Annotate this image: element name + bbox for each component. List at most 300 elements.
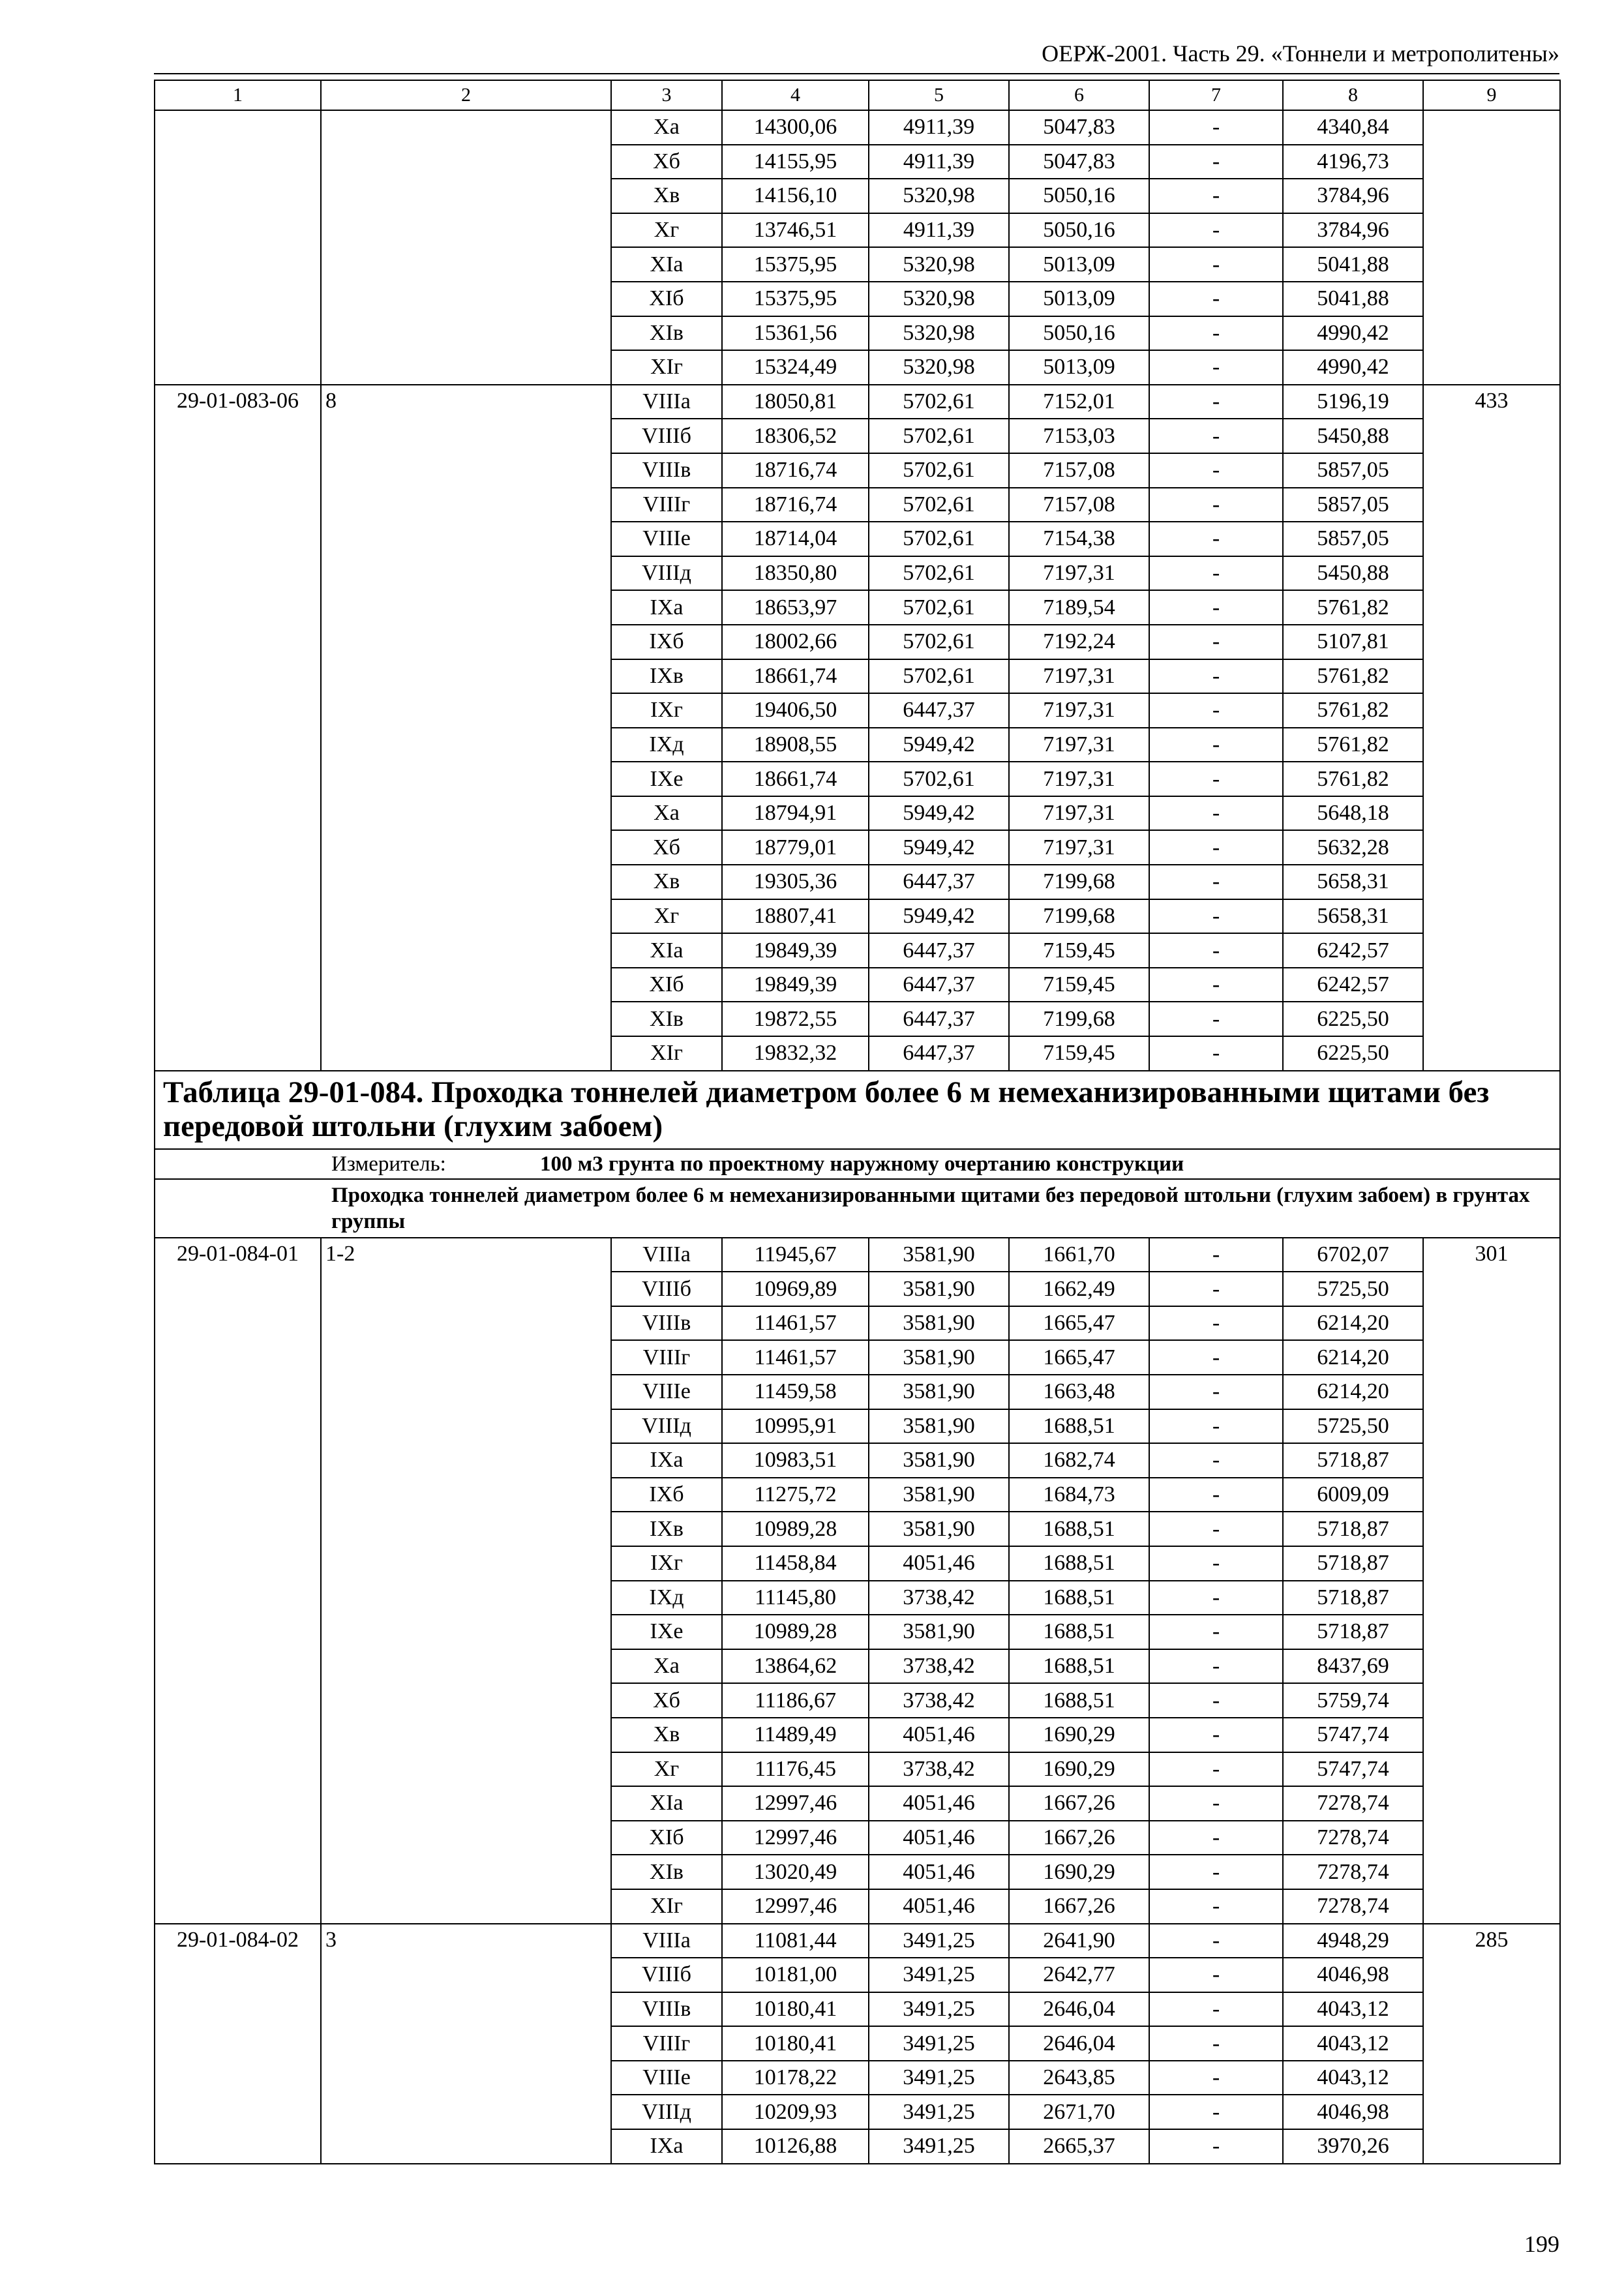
value-cell: 1690,29 [1009, 1718, 1149, 1752]
value-cell: 3491,25 [869, 2129, 1009, 2164]
value-cell: 5320,98 [869, 316, 1009, 351]
value-cell: 5857,05 [1283, 488, 1423, 522]
value-cell: VIIIд [611, 1409, 722, 1444]
value-cell: 15375,95 [722, 247, 869, 282]
value-cell: XIг [611, 1889, 722, 1924]
value-cell: 18306,52 [722, 419, 869, 453]
value-cell: 10126,88 [722, 2129, 869, 2164]
value-cell: 3581,90 [869, 1478, 1009, 1512]
rate-code [155, 110, 321, 385]
value-cell: 19849,39 [722, 968, 869, 1002]
value-cell: - [1149, 659, 1283, 694]
value-cell: - [1149, 247, 1283, 282]
value-cell: - [1149, 488, 1283, 522]
value-cell: VIIIд [611, 556, 722, 591]
value-cell: 7153,03 [1009, 419, 1149, 453]
value-cell: 5702,61 [869, 590, 1009, 625]
value-cell: - [1149, 865, 1283, 899]
value-cell: 7197,31 [1009, 728, 1149, 762]
value-cell: 1688,51 [1009, 1615, 1149, 1649]
value-cell: Xa [611, 110, 722, 145]
value-cell: 3581,90 [869, 1615, 1009, 1649]
value-cell: 6009,09 [1283, 1478, 1423, 1512]
table-row [155, 1924, 1560, 1958]
value-cell: 12997,46 [722, 1786, 869, 1821]
rates-table-body [155, 80, 1560, 2164]
running-header: ОЕРЖ-2001. Часть 29. «Тоннели и метрополитены» [1042, 40, 1559, 67]
value-cell: 5320,98 [869, 179, 1009, 213]
value-cell: 14155,95 [722, 145, 869, 179]
value-cell: - [1149, 350, 1283, 385]
value-cell: - [1149, 1272, 1283, 1306]
value-cell: 6447,37 [869, 693, 1009, 728]
value-cell: - [1149, 1375, 1283, 1409]
value-cell: VIIIв [611, 453, 722, 488]
measure-label: Измеритель: [331, 1152, 446, 1176]
value-cell: 10989,28 [722, 1512, 869, 1546]
value-cell: 18716,74 [722, 488, 869, 522]
column-9-value [1423, 110, 1560, 385]
value-cell: 4043,12 [1283, 2061, 1423, 2095]
value-cell: - [1149, 728, 1283, 762]
value-cell: 6225,50 [1283, 1036, 1423, 1071]
value-cell: IXг [611, 1546, 722, 1581]
value-cell: 5761,82 [1283, 590, 1423, 625]
value-cell: - [1149, 1924, 1283, 1958]
value-cell: - [1149, 625, 1283, 659]
value-cell: 3491,25 [869, 1992, 1009, 2027]
value-cell: 5702,61 [869, 453, 1009, 488]
value-cell: - [1149, 1649, 1283, 1684]
value-cell: IXд [611, 728, 722, 762]
value-cell: 1690,29 [1009, 1752, 1149, 1787]
value-cell: 5320,98 [869, 282, 1009, 316]
value-cell: - [1149, 1546, 1283, 1581]
value-cell: 5658,31 [1283, 899, 1423, 934]
value-cell: 7197,31 [1009, 693, 1149, 728]
value-cell: Xв [611, 865, 722, 899]
value-cell: 3784,96 [1283, 179, 1423, 213]
value-cell: - [1149, 899, 1283, 934]
value-cell: 4911,39 [869, 213, 1009, 248]
value-cell: - [1149, 1512, 1283, 1546]
value-cell: 10209,93 [722, 2095, 869, 2129]
value-cell: VIIIa [611, 1924, 722, 1958]
value-cell: 5047,83 [1009, 110, 1149, 145]
value-cell: 10989,28 [722, 1615, 869, 1649]
value-cell: 3581,90 [869, 1443, 1009, 1478]
value-cell: 5107,81 [1283, 625, 1423, 659]
value-cell: 5718,87 [1283, 1443, 1423, 1478]
value-cell: 7159,45 [1009, 933, 1149, 968]
value-cell: - [1149, 316, 1283, 351]
value-cell: 10969,89 [722, 1272, 869, 1306]
value-cell: - [1149, 1340, 1283, 1375]
value-cell: 5702,61 [869, 625, 1009, 659]
value-cell: 2643,85 [1009, 2061, 1149, 2095]
value-cell: - [1149, 1889, 1283, 1924]
value-cell: 2646,04 [1009, 2026, 1149, 2061]
value-cell: - [1149, 1306, 1283, 1341]
value-cell: 1665,47 [1009, 1340, 1149, 1375]
value-cell: IXв [611, 659, 722, 694]
value-cell: 5702,61 [869, 522, 1009, 556]
value-cell: 7159,45 [1009, 968, 1149, 1002]
value-cell: IXa [611, 590, 722, 625]
rate-code: 29-01-083-06 [155, 385, 321, 1071]
value-cell: 1688,51 [1009, 1683, 1149, 1718]
value-cell: 5761,82 [1283, 693, 1423, 728]
value-cell: 3581,90 [869, 1375, 1009, 1409]
group-description-row [155, 1179, 1560, 1238]
value-cell: 5702,61 [869, 556, 1009, 591]
value-cell: 11489,49 [722, 1718, 869, 1752]
value-cell: 10180,41 [722, 1992, 869, 2027]
value-cell: 7197,31 [1009, 796, 1149, 831]
table-title-row [155, 1071, 1560, 1149]
value-cell: 5702,61 [869, 385, 1009, 419]
value-cell: 1684,73 [1009, 1478, 1149, 1512]
value-cell: IXб [611, 625, 722, 659]
value-cell: 6225,50 [1283, 1002, 1423, 1036]
value-cell: 5718,87 [1283, 1615, 1423, 1649]
measure-row [155, 1149, 1560, 1179]
value-cell: 4948,29 [1283, 1924, 1423, 1958]
value-cell: Xб [611, 830, 722, 865]
value-cell: - [1149, 830, 1283, 865]
value-cell: XIa [611, 247, 722, 282]
value-cell: - [1149, 1036, 1283, 1071]
column-number: 6 [1009, 80, 1149, 110]
value-cell: 10180,41 [722, 2026, 869, 2061]
value-cell: XIв [611, 1855, 722, 1889]
value-cell: Xб [611, 145, 722, 179]
value-cell: 4051,46 [869, 1855, 1009, 1889]
column-number: 5 [869, 80, 1009, 110]
value-cell: 3970,26 [1283, 2129, 1423, 2164]
value-cell: 1688,51 [1009, 1512, 1149, 1546]
value-cell: 11458,84 [722, 1546, 869, 1581]
column-9-value: 301 [1423, 1238, 1560, 1924]
value-cell: 19305,36 [722, 865, 869, 899]
value-cell: 6242,57 [1283, 968, 1423, 1002]
value-cell: - [1149, 1002, 1283, 1036]
value-cell: XIв [611, 1002, 722, 1036]
value-cell: 4990,42 [1283, 350, 1423, 385]
value-cell: 10178,22 [722, 2061, 869, 2095]
value-cell: 7152,01 [1009, 385, 1149, 419]
value-cell: 15361,56 [722, 316, 869, 351]
value-cell: 5050,16 [1009, 316, 1149, 351]
value-cell: 5320,98 [869, 247, 1009, 282]
value-cell: 4046,98 [1283, 1958, 1423, 1992]
group-description: Проходка тоннелей диаметром более 6 м немеханизированными щитами без передовой штольни (глухим забоем) в грунтах группы [155, 1179, 1560, 1238]
value-cell: - [1149, 933, 1283, 968]
value-cell: 14300,06 [722, 110, 869, 145]
value-cell: 5759,74 [1283, 1683, 1423, 1718]
value-cell: - [1149, 1786, 1283, 1821]
value-cell: 4051,46 [869, 1821, 1009, 1855]
value-cell: - [1149, 1581, 1283, 1615]
value-cell: - [1149, 1958, 1283, 1992]
value-cell: 19832,32 [722, 1036, 869, 1071]
value-cell: 3491,25 [869, 1958, 1009, 1992]
value-cell: 5702,61 [869, 488, 1009, 522]
value-cell: 3738,42 [869, 1649, 1009, 1684]
rate-code: 29-01-084-01 [155, 1238, 321, 1924]
value-cell: - [1149, 796, 1283, 831]
table-title: Таблица 29-01-084. Проходка тоннелей диаметром более 6 м немеханизированными щитами без передовой штольни (глухим забоем) [155, 1071, 1560, 1149]
value-cell: 6214,20 [1283, 1306, 1423, 1341]
value-cell: 5725,50 [1283, 1272, 1423, 1306]
value-cell: 7157,08 [1009, 488, 1149, 522]
value-cell: - [1149, 385, 1283, 419]
column-number: 9 [1423, 80, 1560, 110]
value-cell: 4046,98 [1283, 2095, 1423, 2129]
value-cell: 5013,09 [1009, 350, 1149, 385]
value-cell: 12997,46 [722, 1889, 869, 1924]
value-cell: 5041,88 [1283, 247, 1423, 282]
value-cell: - [1149, 2095, 1283, 2129]
value-cell: 5725,50 [1283, 1409, 1423, 1444]
value-cell: 18714,04 [722, 522, 869, 556]
value-cell: Xг [611, 213, 722, 248]
value-cell: VIIIe [611, 1375, 722, 1409]
column-9-value: 285 [1423, 1924, 1560, 2164]
value-cell: 5949,42 [869, 728, 1009, 762]
table-row [155, 1238, 1560, 1272]
value-cell: 18716,74 [722, 453, 869, 488]
value-cell: 3581,90 [869, 1409, 1009, 1444]
value-cell: 4051,46 [869, 1786, 1009, 1821]
value-cell: 18794,91 [722, 796, 869, 831]
value-cell: 6214,20 [1283, 1340, 1423, 1375]
value-cell: IXa [611, 2129, 722, 2164]
value-cell: 4051,46 [869, 1546, 1009, 1581]
value-cell: 4340,84 [1283, 110, 1423, 145]
value-cell: VIIIe [611, 2061, 722, 2095]
column-number: 4 [722, 80, 869, 110]
value-cell: IXд [611, 1581, 722, 1615]
value-cell: 7157,08 [1009, 453, 1149, 488]
value-cell: VIIIг [611, 1340, 722, 1375]
value-cell: 1667,26 [1009, 1889, 1149, 1924]
value-cell: VIIIд [611, 2095, 722, 2129]
header-rule [154, 73, 1559, 74]
value-cell: 12997,46 [722, 1821, 869, 1855]
value-cell: VIIIг [611, 2026, 722, 2061]
value-cell: 3581,90 [869, 1238, 1009, 1272]
value-cell: 5702,61 [869, 762, 1009, 796]
value-cell: 4043,12 [1283, 2026, 1423, 2061]
value-cell: VIIIб [611, 419, 722, 453]
value-cell: 5747,74 [1283, 1718, 1423, 1752]
value-cell: 6447,37 [869, 1036, 1009, 1071]
value-cell: XIв [611, 316, 722, 351]
value-cell: IXe [611, 1615, 722, 1649]
rates-table [154, 80, 1561, 2164]
value-cell: XIб [611, 282, 722, 316]
value-cell: 3491,25 [869, 2095, 1009, 2129]
value-cell: 4911,39 [869, 110, 1009, 145]
value-cell: 3581,90 [869, 1272, 1009, 1306]
value-cell: 5702,61 [869, 419, 1009, 453]
value-cell: Xг [611, 899, 722, 934]
value-cell: VIIIe [611, 522, 722, 556]
value-cell: - [1149, 1683, 1283, 1718]
rate-code: 29-01-084-02 [155, 1924, 321, 2164]
value-cell: 11145,80 [722, 1581, 869, 1615]
value-cell: 5949,42 [869, 899, 1009, 934]
value-cell: 7199,68 [1009, 865, 1149, 899]
value-cell: 7197,31 [1009, 556, 1149, 591]
value-cell: 3581,90 [869, 1306, 1009, 1341]
value-cell: - [1149, 1409, 1283, 1444]
value-cell: 4051,46 [869, 1718, 1009, 1752]
value-cell: XIб [611, 968, 722, 1002]
value-cell: 1688,51 [1009, 1649, 1149, 1684]
value-cell: 5041,88 [1283, 282, 1423, 316]
value-cell: 5450,88 [1283, 419, 1423, 453]
value-cell: IXб [611, 1478, 722, 1512]
value-cell: 5747,74 [1283, 1752, 1423, 1787]
value-cell: 6447,37 [869, 968, 1009, 1002]
value-cell: - [1149, 1992, 1283, 2027]
value-cell: 5761,82 [1283, 762, 1423, 796]
value-cell: 1665,47 [1009, 1306, 1149, 1341]
value-cell: 11461,57 [722, 1306, 869, 1341]
value-cell: 7199,68 [1009, 899, 1149, 934]
value-cell: Xa [611, 796, 722, 831]
value-cell: 7154,38 [1009, 522, 1149, 556]
value-cell: 7189,54 [1009, 590, 1149, 625]
value-cell: 2642,77 [1009, 1958, 1149, 1992]
value-cell: 3491,25 [869, 2026, 1009, 2061]
value-cell: 3581,90 [869, 1512, 1009, 1546]
value-cell: VIIIв [611, 1992, 722, 2027]
value-cell: - [1149, 179, 1283, 213]
value-cell: 5050,16 [1009, 179, 1149, 213]
page-number: 199 [1524, 2231, 1559, 2257]
value-cell: 4990,42 [1283, 316, 1423, 351]
value-cell: 3738,42 [869, 1683, 1009, 1718]
value-cell: 5648,18 [1283, 796, 1423, 831]
value-cell: 2671,70 [1009, 2095, 1149, 2129]
value-cell: 5658,31 [1283, 865, 1423, 899]
value-cell: - [1149, 453, 1283, 488]
value-cell: 15375,95 [722, 282, 869, 316]
value-cell: 5320,98 [869, 350, 1009, 385]
value-cell: - [1149, 2061, 1283, 2095]
value-cell: 8437,69 [1283, 1649, 1423, 1684]
value-cell: 1667,26 [1009, 1821, 1149, 1855]
value-cell: 3738,42 [869, 1581, 1009, 1615]
value-cell: - [1149, 1752, 1283, 1787]
soil-group [321, 110, 611, 385]
value-cell: 5718,87 [1283, 1581, 1423, 1615]
value-cell: 18807,41 [722, 899, 869, 934]
value-cell: - [1149, 1615, 1283, 1649]
value-cell: 4196,73 [1283, 145, 1423, 179]
value-cell: VIIIб [611, 1958, 722, 1992]
value-cell: 11459,58 [722, 1375, 869, 1409]
value-cell: 5857,05 [1283, 522, 1423, 556]
value-cell: 7159,45 [1009, 1036, 1149, 1071]
value-cell: 18350,80 [722, 556, 869, 591]
value-cell: - [1149, 1238, 1283, 1272]
value-cell: 18653,97 [722, 590, 869, 625]
value-cell: 3784,96 [1283, 213, 1423, 248]
value-cell: - [1149, 1443, 1283, 1478]
value-cell: - [1149, 145, 1283, 179]
value-cell: 3581,90 [869, 1340, 1009, 1375]
soil-group: 3 [321, 1924, 611, 2164]
value-cell: 7197,31 [1009, 659, 1149, 694]
value-cell: IXг [611, 693, 722, 728]
value-cell: 1661,70 [1009, 1238, 1149, 1272]
value-cell: 1690,29 [1009, 1855, 1149, 1889]
value-cell: 5761,82 [1283, 728, 1423, 762]
value-cell: 7278,74 [1283, 1855, 1423, 1889]
value-cell: 11945,67 [722, 1238, 869, 1272]
value-cell: 6702,07 [1283, 1238, 1423, 1272]
value-cell: 5632,28 [1283, 830, 1423, 865]
value-cell: 1662,49 [1009, 1272, 1149, 1306]
value-cell: 1667,26 [1009, 1786, 1149, 1821]
value-cell: VIIIв [611, 1306, 722, 1341]
value-cell: VIIIa [611, 1238, 722, 1272]
column-number: 3 [611, 80, 722, 110]
measure-value: 100 м3 грунта по проектному наружному очертанию конструкции [540, 1152, 1184, 1176]
soil-group: 8 [321, 385, 611, 1071]
value-cell: - [1149, 419, 1283, 453]
value-cell: 1688,51 [1009, 1409, 1149, 1444]
value-cell: - [1149, 1855, 1283, 1889]
value-cell: VIIIг [611, 488, 722, 522]
value-cell: 18002,66 [722, 625, 869, 659]
value-cell: - [1149, 2129, 1283, 2164]
value-cell: 4911,39 [869, 145, 1009, 179]
value-cell: VIIIa [611, 385, 722, 419]
value-cell: 5949,42 [869, 796, 1009, 831]
value-cell: 5013,09 [1009, 247, 1149, 282]
value-cell: - [1149, 1718, 1283, 1752]
value-cell: XIб [611, 1821, 722, 1855]
value-cell: Xв [611, 179, 722, 213]
value-cell: 1682,74 [1009, 1443, 1149, 1478]
column-number: 7 [1149, 80, 1283, 110]
value-cell: - [1149, 968, 1283, 1002]
table-row [155, 110, 1560, 145]
value-cell: 10995,91 [722, 1409, 869, 1444]
value-cell: 7278,74 [1283, 1786, 1423, 1821]
value-cell: - [1149, 556, 1283, 591]
value-cell: Xб [611, 1683, 722, 1718]
column-number: 8 [1283, 80, 1423, 110]
value-cell: - [1149, 213, 1283, 248]
value-cell: 19849,39 [722, 933, 869, 968]
value-cell: 13746,51 [722, 213, 869, 248]
table-row [155, 385, 1560, 419]
value-cell: 6447,37 [869, 865, 1009, 899]
value-cell: XIa [611, 1786, 722, 1821]
value-cell: 4051,46 [869, 1889, 1009, 1924]
value-cell: 3491,25 [869, 2061, 1009, 2095]
value-cell: 5718,87 [1283, 1512, 1423, 1546]
value-cell: Xa [611, 1649, 722, 1684]
value-cell: XIa [611, 933, 722, 968]
value-cell: IXe [611, 762, 722, 796]
